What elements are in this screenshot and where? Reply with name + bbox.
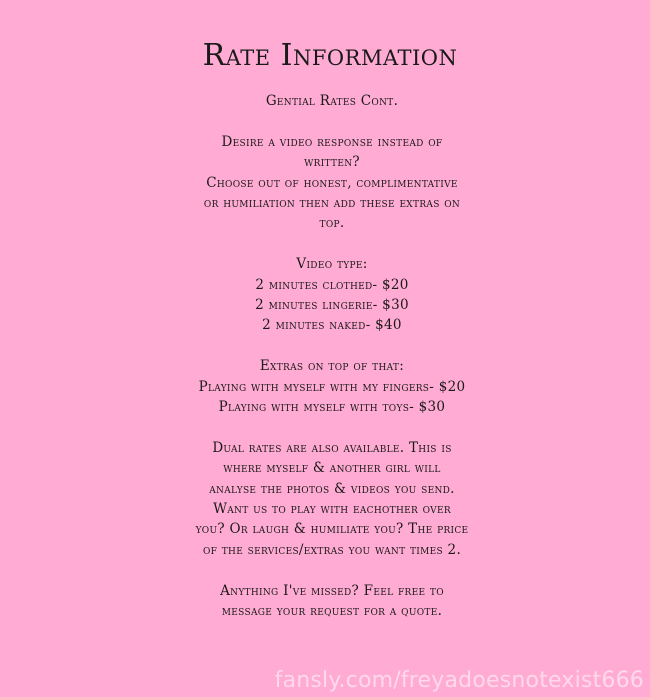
dual-rates-line: analyse the photos & videos you send. xyxy=(209,480,455,497)
watermark: fansly.com/freyadoesnotexist666 xyxy=(274,668,644,693)
spacer xyxy=(175,560,489,580)
spacer xyxy=(175,234,489,254)
video-response-line: or humiliation then add these extras on xyxy=(203,195,461,212)
closing-line: Anything I've missed? Feel free to xyxy=(220,582,444,599)
spacer xyxy=(175,417,489,437)
dual-rates-line: Want us to play with eachother over xyxy=(213,501,451,518)
dual-rates-line: you? Or laugh & humiliate you? The price xyxy=(195,521,469,538)
price-line: 2 minutes clothed- $20 xyxy=(255,276,409,293)
video-response-line: top. xyxy=(319,215,345,232)
dual-rates-line: Dual rates are also available. This is xyxy=(212,439,452,456)
section-heading-genital-rates: Gential Rates Cont. xyxy=(265,93,399,109)
price-line: 2 minutes lingerie- $30 xyxy=(255,297,409,314)
video-response-line: Desire a video response instead of xyxy=(221,133,443,150)
price-line: Playing with myself with my fingers- $20 xyxy=(198,378,466,395)
dual-rates-line: of the services/extras you want times 2. xyxy=(202,541,462,558)
spacer xyxy=(175,111,489,131)
extras-heading: Extras on top of that: xyxy=(259,358,405,375)
page-title: Rate Information xyxy=(202,38,458,73)
price-line: Playing with myself with toys- $30 xyxy=(218,399,446,416)
closing-line: message your request for a quote. xyxy=(221,603,443,620)
price-line: 2 minutes naked- $40 xyxy=(262,317,402,334)
spacer xyxy=(175,336,489,356)
video-response-line: Choose out of honest, complimentative xyxy=(206,174,458,191)
rate-details xyxy=(175,91,489,621)
dual-rates-line: where myself & another girl will xyxy=(223,460,441,477)
video-type-heading: Video type: xyxy=(296,256,368,273)
video-response-line: written? xyxy=(304,154,360,171)
